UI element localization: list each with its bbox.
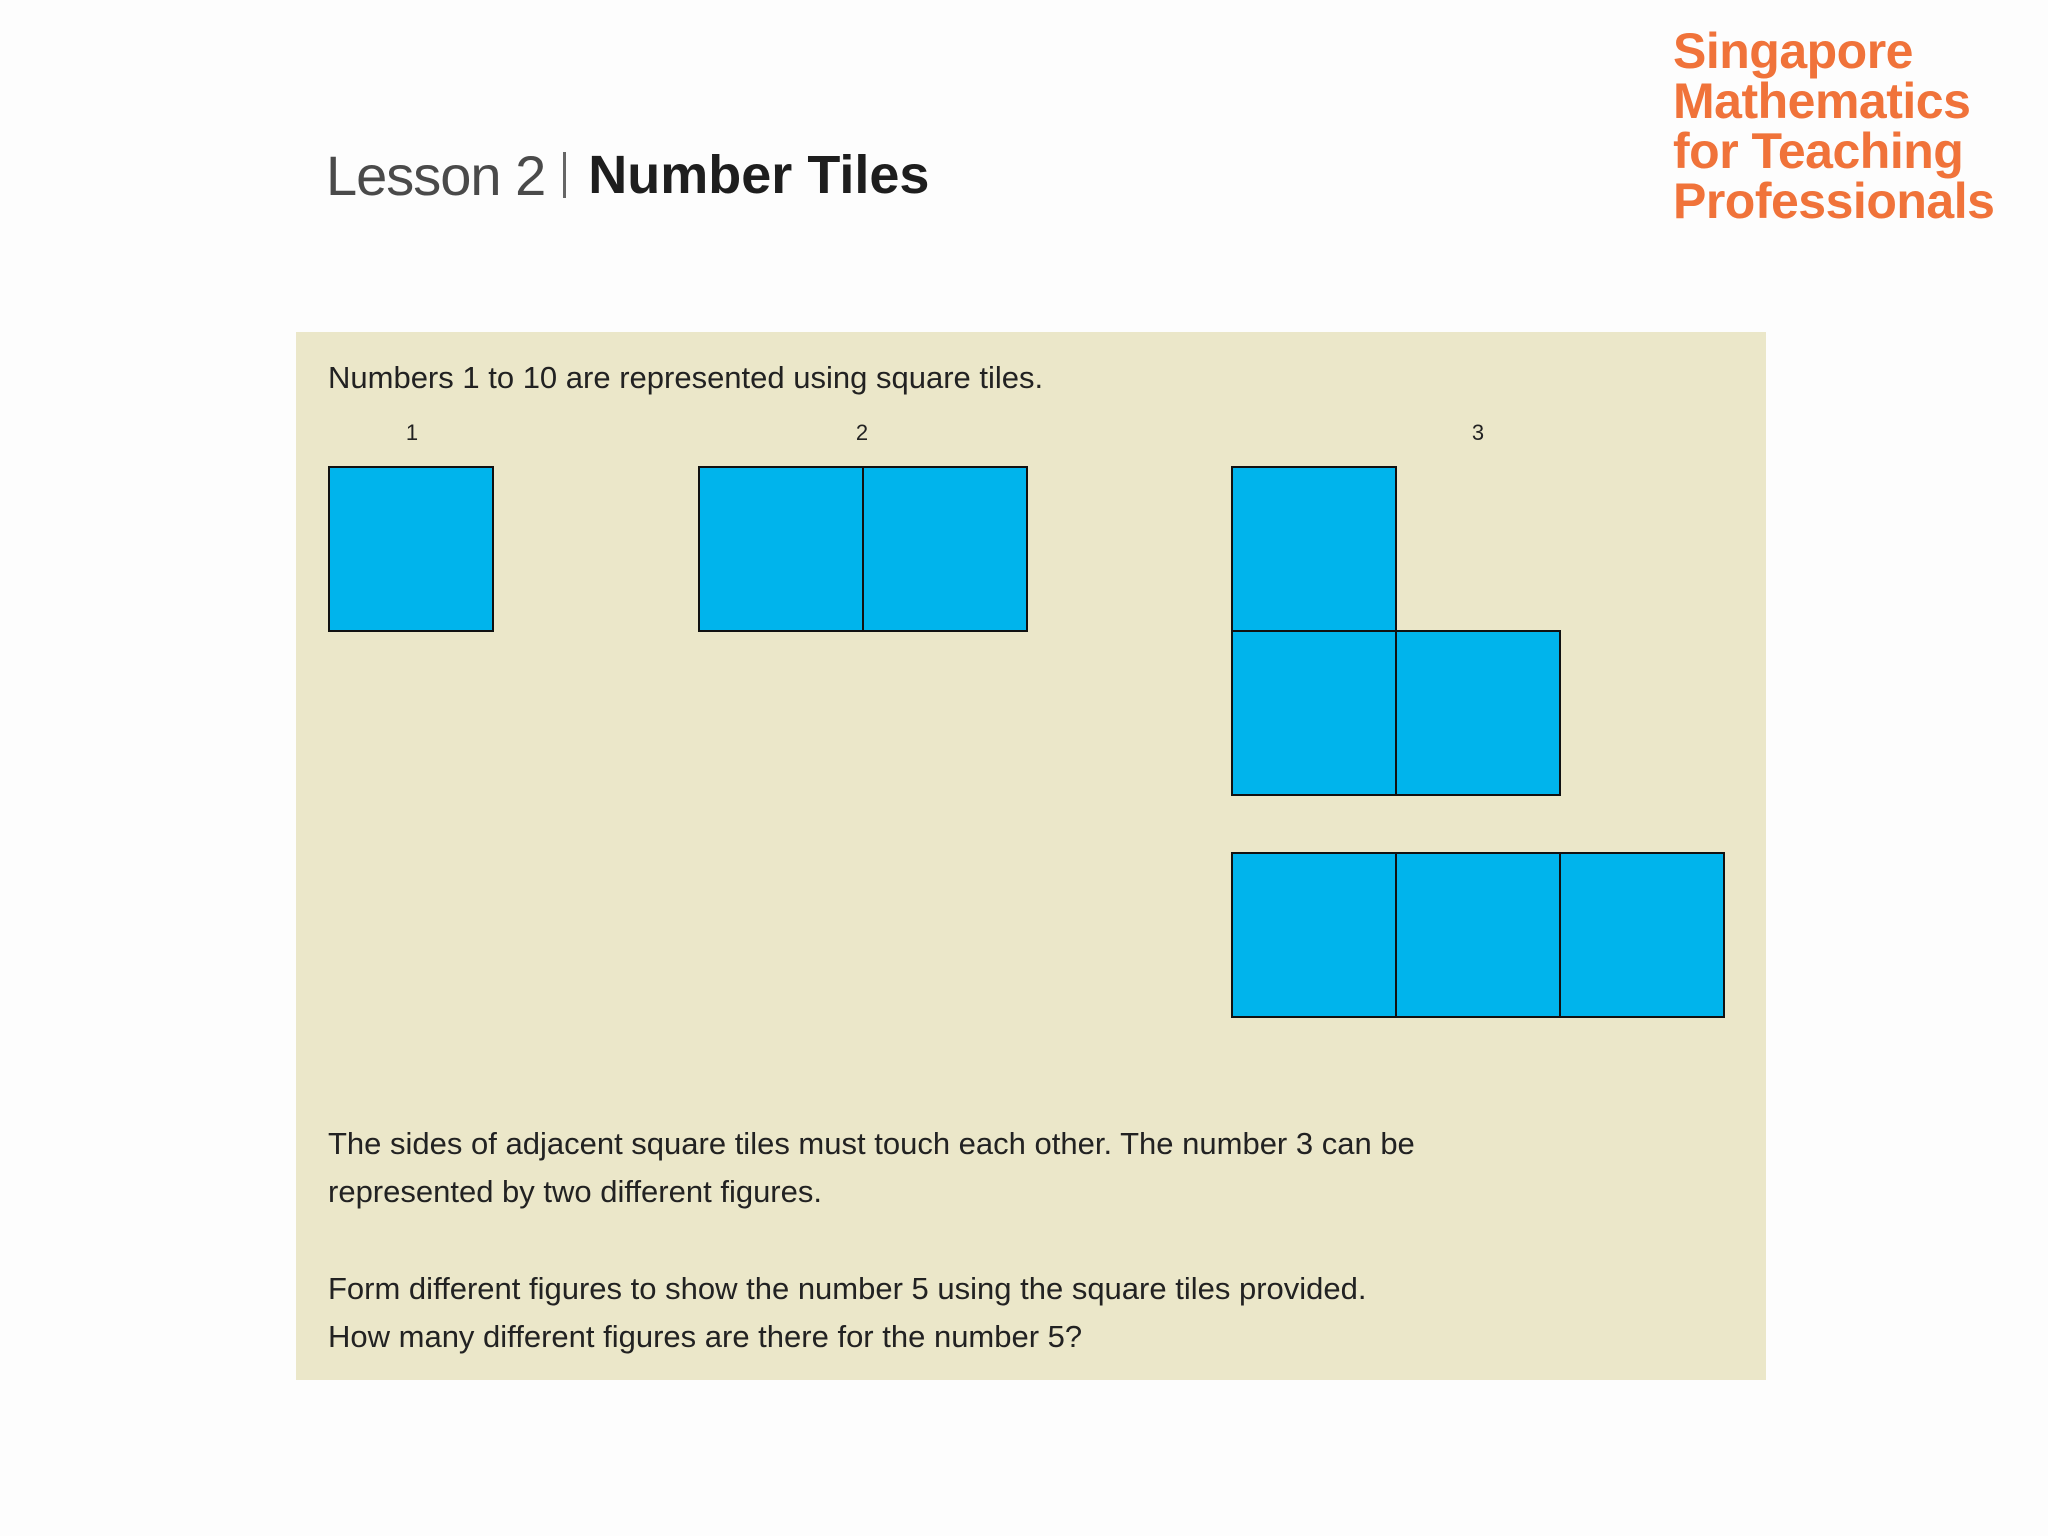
lesson-header [326,140,929,210]
question-line: How many different figures are there for the number 5? [328,1319,1083,1354]
intro-text: Numbers 1 to 10 are represented using square tiles. [328,360,1044,395]
logo [1673,23,1995,229]
square-tile [1395,630,1561,796]
figure-label-1: 1 [405,420,419,445]
square-tile [862,466,1028,632]
question-line: Form different figures to show the number 5 using the square tiles provided. [328,1271,1367,1306]
logo-line: Professionals [1673,173,1995,229]
question-paragraph [328,1265,1367,1361]
lesson-title: Number Tiles [588,145,930,205]
square-tile [1231,466,1397,632]
square-tile [698,466,864,632]
figure-label-2: 2 [855,420,869,445]
header-divider [563,152,566,198]
square-tile [1231,630,1397,796]
logo-line: Mathematics [1673,73,1971,129]
rule-line: The sides of adjacent square tiles must touch each other. The number 3 can be [328,1126,1415,1161]
square-tile [1395,852,1561,1018]
rule-line: represented by two different figures. [328,1174,822,1209]
square-tile [328,466,494,632]
logo-line: for Teaching [1673,123,1964,179]
square-tile [1559,852,1725,1018]
logo-line: Singapore [1673,23,1913,79]
lesson-number: Lesson 2 [326,143,546,207]
square-tile [1231,852,1397,1018]
figure-label-3: 3 [1471,420,1485,445]
problem-panel [296,332,1766,1380]
rule-paragraph [328,1120,1415,1216]
